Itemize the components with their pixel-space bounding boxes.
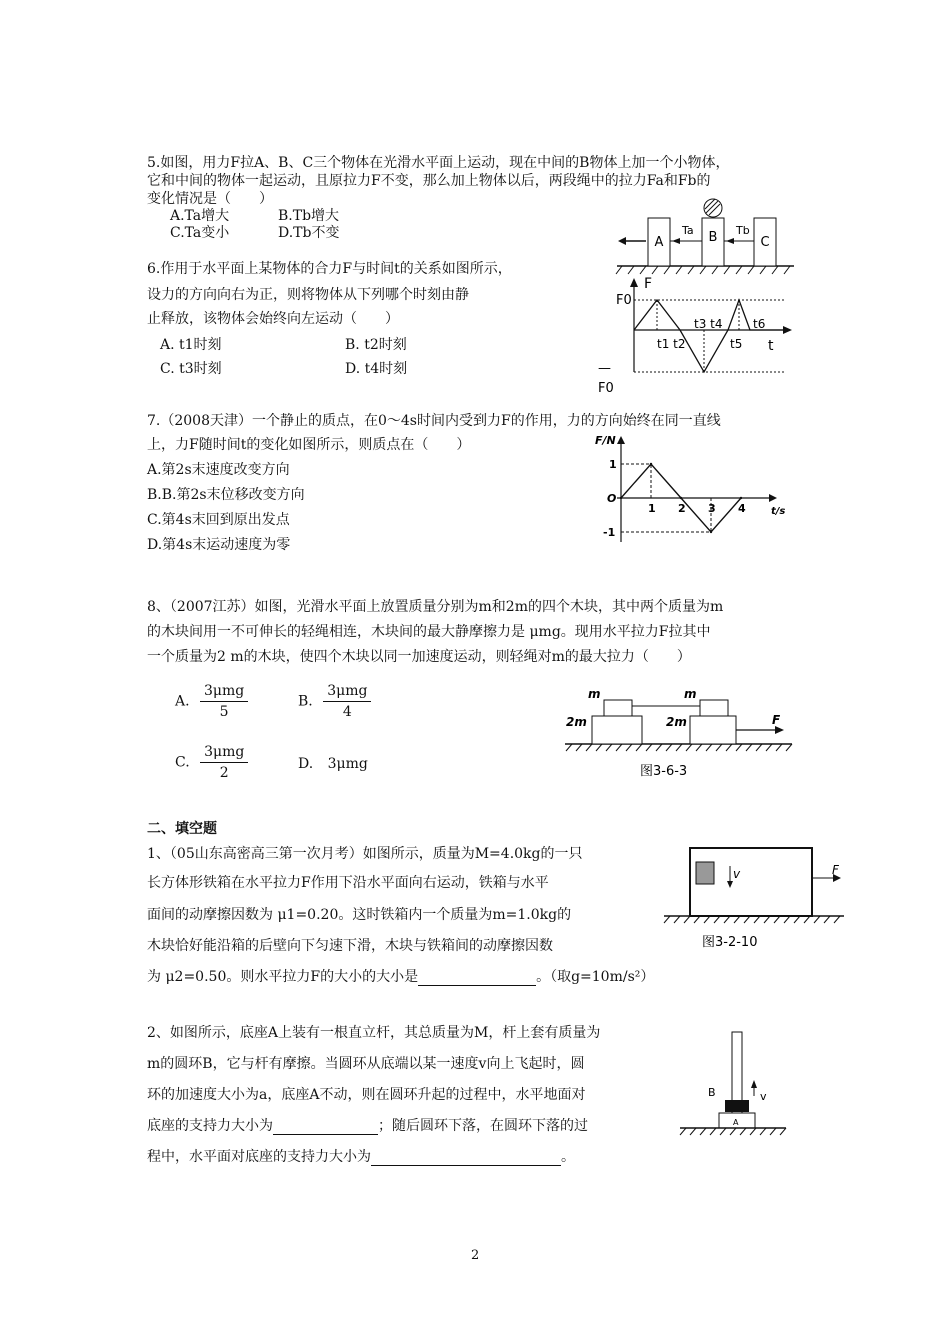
q7-line2: 上，力F随时间t的变化如图所示，则质点在（ ） (147, 437, 471, 453)
q8-option-a-denominator: 5 (219, 704, 229, 720)
f2-line2: m的圆环B，它与杆有摩擦。当圆环从底端以某一速度v向上飞起时，圆 (147, 1056, 585, 1072)
q6-t5-label: t5 (730, 337, 743, 351)
q6-option-d: D. t4时刻 (345, 361, 408, 377)
f2-b-label: B (708, 1086, 716, 1099)
q5-block-a: A (654, 235, 664, 250)
q5-option-d: D.Tb不变 (278, 225, 340, 241)
section-title: 二、填空题 (147, 821, 217, 837)
f1-caption: 图3-2-10 (702, 935, 758, 950)
q6-option-c: C. t3时刻 (160, 361, 222, 377)
q5-option-b: B.Tb增大 (278, 208, 340, 224)
q5-line3: 变化情况是（ ） (147, 191, 273, 207)
q7-option-a: A.第2s末速度改变方向 (147, 462, 290, 478)
f2-answer-blank-2[interactable] (371, 1151, 561, 1166)
f1-f-label: F (832, 863, 839, 877)
q5-ta-label: Ta (682, 224, 694, 237)
f2-line5: 程中，水平面对底座的支持力大小为 。 (147, 1149, 575, 1165)
origin-label: O (607, 492, 617, 505)
f2-a-label: A (733, 1118, 739, 1127)
f2-line4: 底座的支持力大小为 ；随后圆环下落，在圆环下落的过 (147, 1118, 588, 1134)
q5-tb-label: Tb (736, 224, 750, 237)
x-tick-label: 2 (678, 502, 686, 515)
y-axis-label: F/N (595, 434, 616, 447)
q6-t1t2-label: t1 t2 (657, 337, 686, 351)
q8-option-a: A. $\frac{\text{3μmg}}{5}$ (175, 683, 254, 720)
q8-m-right-label: m (684, 687, 697, 701)
y-tick-label: -1 (603, 526, 616, 539)
y-tick-label: 1 (609, 458, 617, 471)
f2-answer-blank-1[interactable] (273, 1120, 378, 1135)
q8-m-left-label: m (588, 687, 601, 701)
q5-line2: 它和中间的物体一起运动，且原拉力F不变，那么加上物体以后，两段绳中的拉力Fa和Fb的 (147, 173, 711, 189)
q7-line1: 7.（2008天津）一个静止的质点，在0～4s时间内受到力F的作用，力的方向始终在同一直线 (147, 413, 721, 429)
q7-option-c: C.第4s末回到原出发点 (147, 512, 290, 528)
q8-option-b-denominator: 4 (342, 704, 352, 720)
q5-line1: 5.如图，用力F拉A、B、C三个物体在光滑水平面上运动，现在中间的B物体上加一个小物体， (147, 155, 730, 171)
q7-option-d: D.第4s末运动速度为零 (147, 537, 291, 553)
q6-t6-label: t6 (753, 317, 766, 331)
q8-figure (560, 686, 800, 784)
q5-option-a: A.Ta增大 (170, 208, 230, 224)
q8-option-c-denominator: 2 (219, 765, 229, 781)
q6-t3t4-label: t3 t4 (694, 317, 723, 331)
q6-neg-f0-label: F0 (598, 381, 614, 396)
f1-line1: 1、（05山东高密高三第一次月考）如图所示，质量为M=4.0kg的一只 (147, 846, 583, 862)
q8-line1: 8、（2007江苏）如图，光滑水平面上放置质量分别为m和2m的四个木块，其中两个质量为m (147, 599, 724, 615)
f1-answer-blank[interactable] (418, 971, 536, 986)
f2-line3: 环的加速度大小为a，底座A不动，则在圆环升起的过程中，水平地面对 (147, 1087, 586, 1103)
q6-line1: 6.作用于水平面上某物体的合力F与时间t的关系如图所示， (147, 261, 512, 277)
q5-figure (612, 196, 797, 278)
f1-line2: 长方体形铁箱在水平拉力F作用下沿水平面向右运动，铁箱与水平 (147, 875, 549, 891)
q8-2m-right-label: 2m (666, 715, 687, 729)
f1-figure (662, 840, 852, 960)
q8-2m-left-label: 2m (566, 715, 587, 729)
data-point (680, 497, 682, 499)
page-number: 2 (471, 1248, 480, 1263)
q5-block-b: B (708, 230, 718, 245)
q8-option-c-numerator: 3μmg (200, 744, 248, 763)
f2-v-label: v (760, 1090, 767, 1103)
q8-option-a-numerator: 3μmg (200, 683, 248, 702)
f2-figure (676, 1028, 791, 1140)
q6-f-label: F (644, 276, 653, 292)
q5-block-c: C (760, 235, 770, 250)
q8-option-c: C. $\frac{\text{3μmg}}{2}$ (175, 744, 254, 781)
f1-v-label: v (733, 867, 741, 881)
q6-option-a: A. t1时刻 (160, 337, 222, 353)
q8-line2: 的木块间用一不可伸长的轻绳相连，木块间的最大静摩擦力是 μmg。现用水平拉力F拉其中 (147, 624, 711, 640)
q8-f-label: F (772, 713, 781, 727)
f1-line3: 面间的动摩擦因数为 μ1=0.20。这时铁箱内一个质量为m=1.0kg的 (147, 907, 572, 923)
x-axis-arrow (769, 494, 777, 502)
q6-t-label: t (768, 338, 774, 354)
q7-option-b: B.B.第2s末位移改变方向 (147, 487, 305, 503)
x-tick-label: 1 (648, 502, 656, 515)
f2-line1: 2、如图所示，底座A上装有一根直立杆，其总质量为M，杆上套有质量为 (147, 1025, 601, 1041)
data-point (710, 531, 712, 533)
q6-option-b: B. t2时刻 (345, 337, 407, 353)
q8-option-b-numerator: 3μmg (323, 683, 371, 702)
q6-line2: 设力的方向向右为正，则将物体从下列哪个时刻由静 (147, 287, 469, 303)
q6-figure (590, 270, 805, 400)
data-point (650, 463, 652, 465)
data-point (620, 497, 622, 499)
q5-option-c: C.Ta变小 (170, 225, 230, 241)
y-axis-arrow (617, 436, 625, 444)
q8-line3: 一个质量为2 m的木块，使四个木块以同一加速度运动，则轻绳对m的最大拉力（ ） (147, 649, 691, 665)
q8-caption: 图3-6-3 (640, 764, 688, 779)
x-tick-label: 3 (708, 502, 716, 515)
q6-neg-sign: — (598, 361, 611, 376)
q7-chart (593, 428, 786, 556)
x-tick-label: 4 (738, 502, 746, 515)
q6-f0-label: F0 (616, 293, 632, 308)
q8-option-d: D. 3μmg (298, 756, 368, 772)
q6-line3: 止释放，该物体会始终向左运动（ ） (147, 311, 399, 327)
f1-line4: 木块恰好能沿箱的后壁向下匀速下滑，木块与铁箱间的动摩擦因数 (147, 938, 553, 954)
f1-line5: 为 μ2=0.50。则水平拉力F的大小的大小是 。（取g=10m/s²） (147, 969, 655, 985)
q8-option-b: B. $\frac{\text{3μmg}}{4}$ (298, 683, 377, 720)
data-point (740, 497, 742, 499)
x-axis-label: t/s (771, 506, 786, 517)
